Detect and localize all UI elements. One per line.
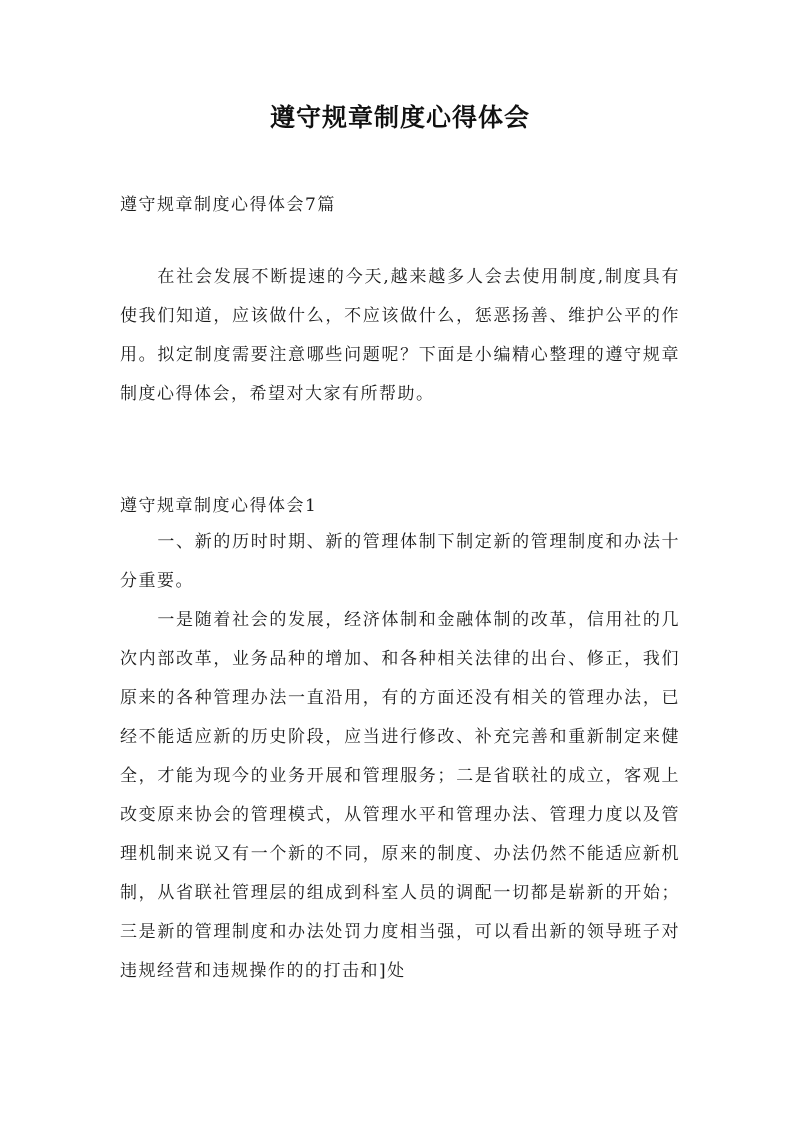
document-subtitle: 遵守规章制度心得体会7篇 xyxy=(120,195,336,215)
body-paragraph: 一、新的历时时期、新的管理体制下制定新的管理制度和办法十分重要。 xyxy=(120,532,680,591)
section-heading: 遵守规章制度心得体会1 xyxy=(120,496,318,516)
document-title: 遵守规章制度心得体会 xyxy=(269,103,530,132)
intro-paragraph: 在社会发展不断提速的今天,越来越多人会去使用制度,制度具有使我们知道，应该做什么，不应该做什么，惩恶扬善、维护公平的作用。拟定制度需要注意哪些问题呢？下面是小编精心整理的遵守规章制度心得体会，希望对大家有所帮助。 xyxy=(120,267,680,404)
body-paragraph: 一是随着社会的发展，经济体制和金融体制的改革，信用社的几次内部改革，业务品种的增加、和各种相关法律的出台、修正，我们原来的各种管理办法一直沿用，有的方面还没有相关的管理办法，已经不能适应新的历史阶段，应当进行修改、补充完善和重新制定来健全，才能为现今的业务开展和管理服务；二是省联社的成立，客观上改变原来协会的管理模式，从管理水平和管理办法、管理力度以及管理机制来说又有一个新的不同，原来的制度、办法仍然不能适应新机制，从省联社管理层的组成到科室人员的调配一切都是崭新的开始；三是新的管理制度和办法处罚力度相当强，可以看出新的领导班子对违规经营和违规操作的的打击和]处 xyxy=(120,610,680,981)
